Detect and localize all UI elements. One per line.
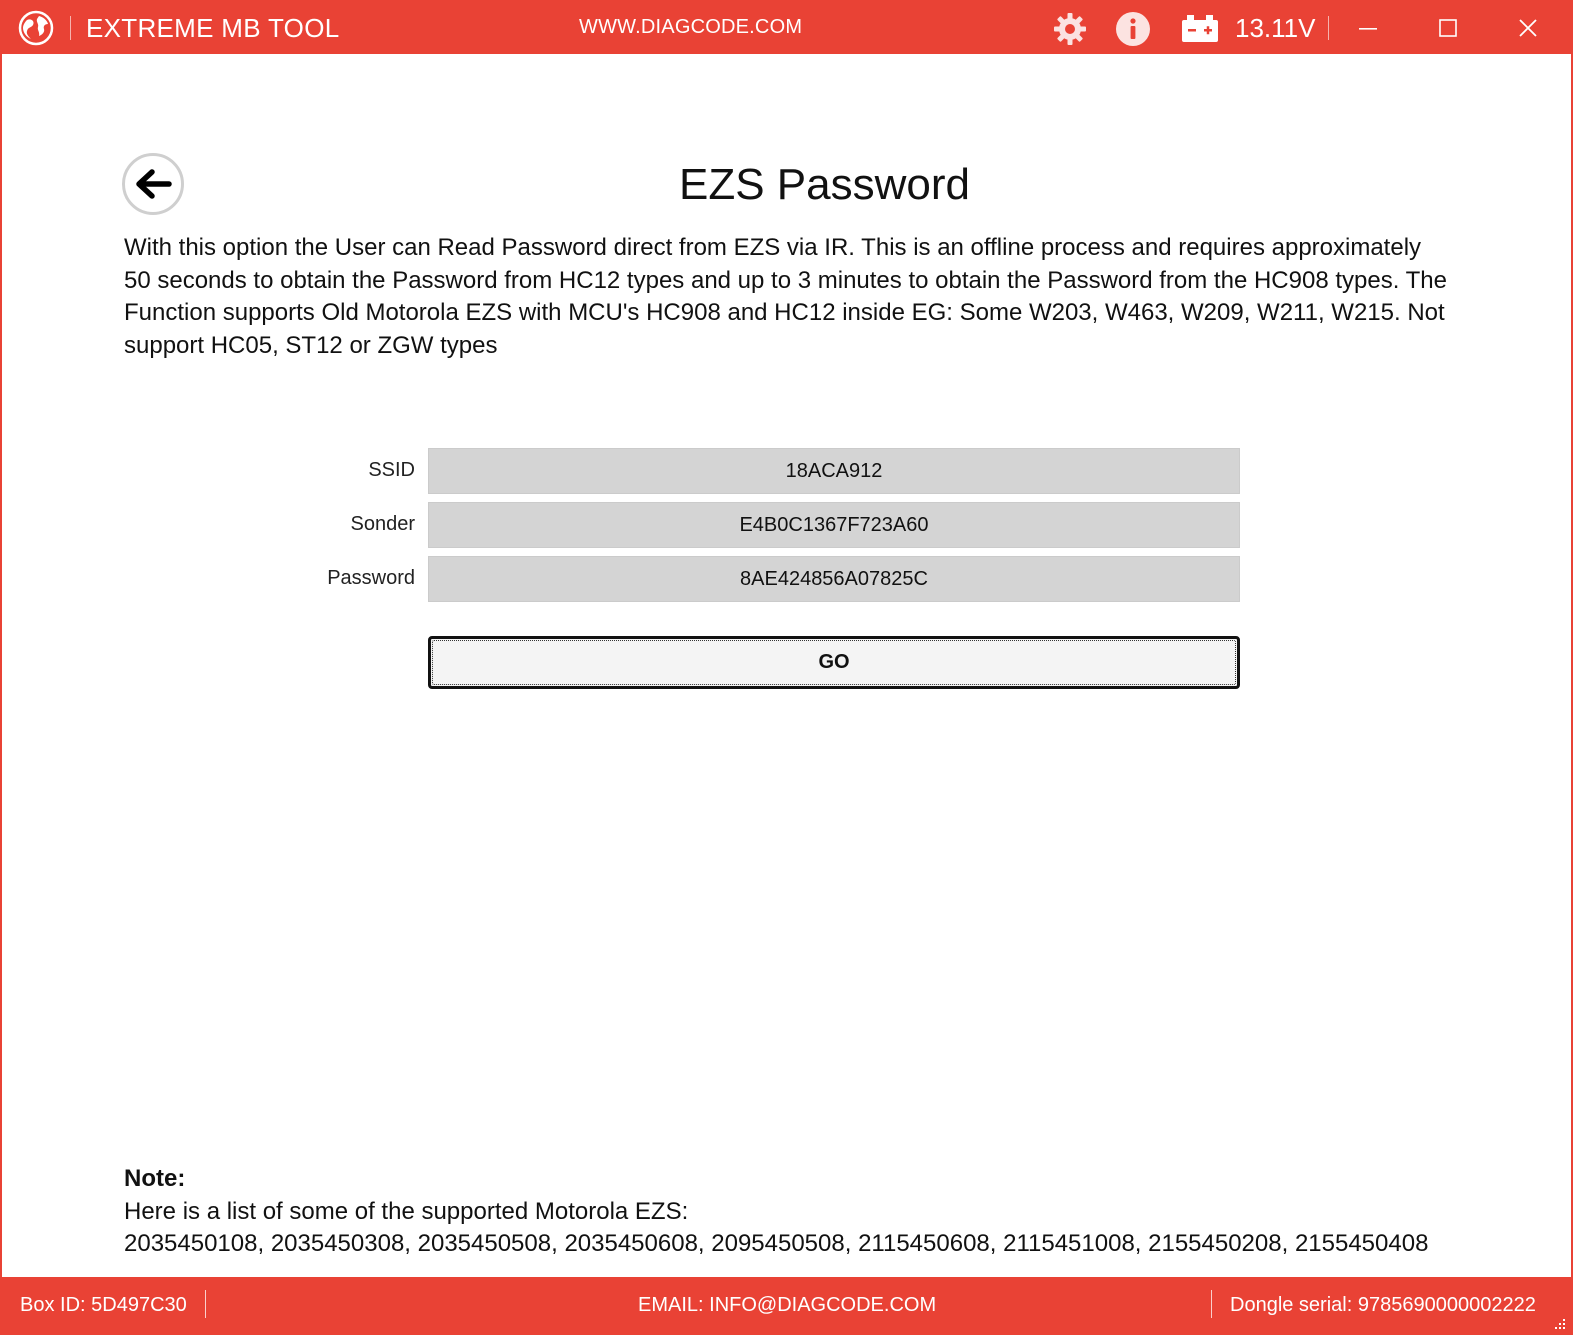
globe-icon [18, 10, 54, 46]
password-row [2, 556, 1571, 602]
website-url[interactable]: WWW.DIAGCODE.COM [579, 16, 803, 38]
ssid-field[interactable]: 18ACA912 [428, 448, 1240, 494]
info-icon[interactable] [1115, 11, 1151, 47]
description-text: With this option the User can Read Password direct from EZS via IR. This is an offline process and requires approximately 50 seconds to obtain the Password from HC12 types and up to 3 minutes to obtain the Password from the HC908 types. The Function supports Old Motorola EZS with MCU's HC908 and HC12 inside EG: Some W203, W463, W209, W211, W215. Not support HC05, ST12 or ZGW types [124, 234, 1447, 359]
close-icon[interactable] [1508, 10, 1548, 46]
status-separator [205, 1290, 206, 1318]
voltage-readout: 13.11V [1235, 13, 1316, 43]
password-field[interactable]: 8AE424856A07825C [428, 556, 1240, 602]
gear-icon[interactable] [1052, 11, 1088, 47]
maximize-icon[interactable] [1428, 10, 1468, 46]
go-button[interactable]: GO [428, 636, 1240, 689]
note-intro: Here is a list of some of the supported Motorola EZS: [124, 1198, 689, 1225]
note-title: Note: [124, 1165, 186, 1192]
resize-grip-icon[interactable] [1551, 1315, 1567, 1331]
page-title: EZS Password [679, 160, 970, 209]
status-bar [2, 1277, 1571, 1335]
status-separator [1211, 1290, 1212, 1318]
sonder-field[interactable]: E4B0C1367F723A60 [428, 502, 1240, 548]
supported-ezs-list: 2035450108, 2035450308, 2035450508, 2035450608, 2095450508, 2115450608, 2115451008, 2155450208, 2155450408 [124, 1230, 1429, 1257]
support-email[interactable]: EMAIL: INFO@DIAGCODE.COM [638, 1294, 937, 1316]
ssid-label: SSID [368, 459, 415, 481]
ssid-row [2, 448, 1571, 494]
title-separator [70, 16, 71, 40]
sonder-row [2, 502, 1571, 548]
sonder-label: Sonder [350, 513, 415, 535]
dongle-serial: Dongle serial: 9785690000002222 [1230, 1294, 1536, 1316]
password-label: Password [327, 567, 415, 589]
title-separator [1328, 16, 1329, 40]
box-id: Box ID: 5D497C30 [20, 1294, 187, 1316]
minimize-icon[interactable] [1348, 10, 1388, 46]
app-title: EXTREME MB TOOL [86, 13, 340, 43]
title-bar[interactable] [2, 0, 1571, 54]
battery-icon [1180, 11, 1220, 47]
